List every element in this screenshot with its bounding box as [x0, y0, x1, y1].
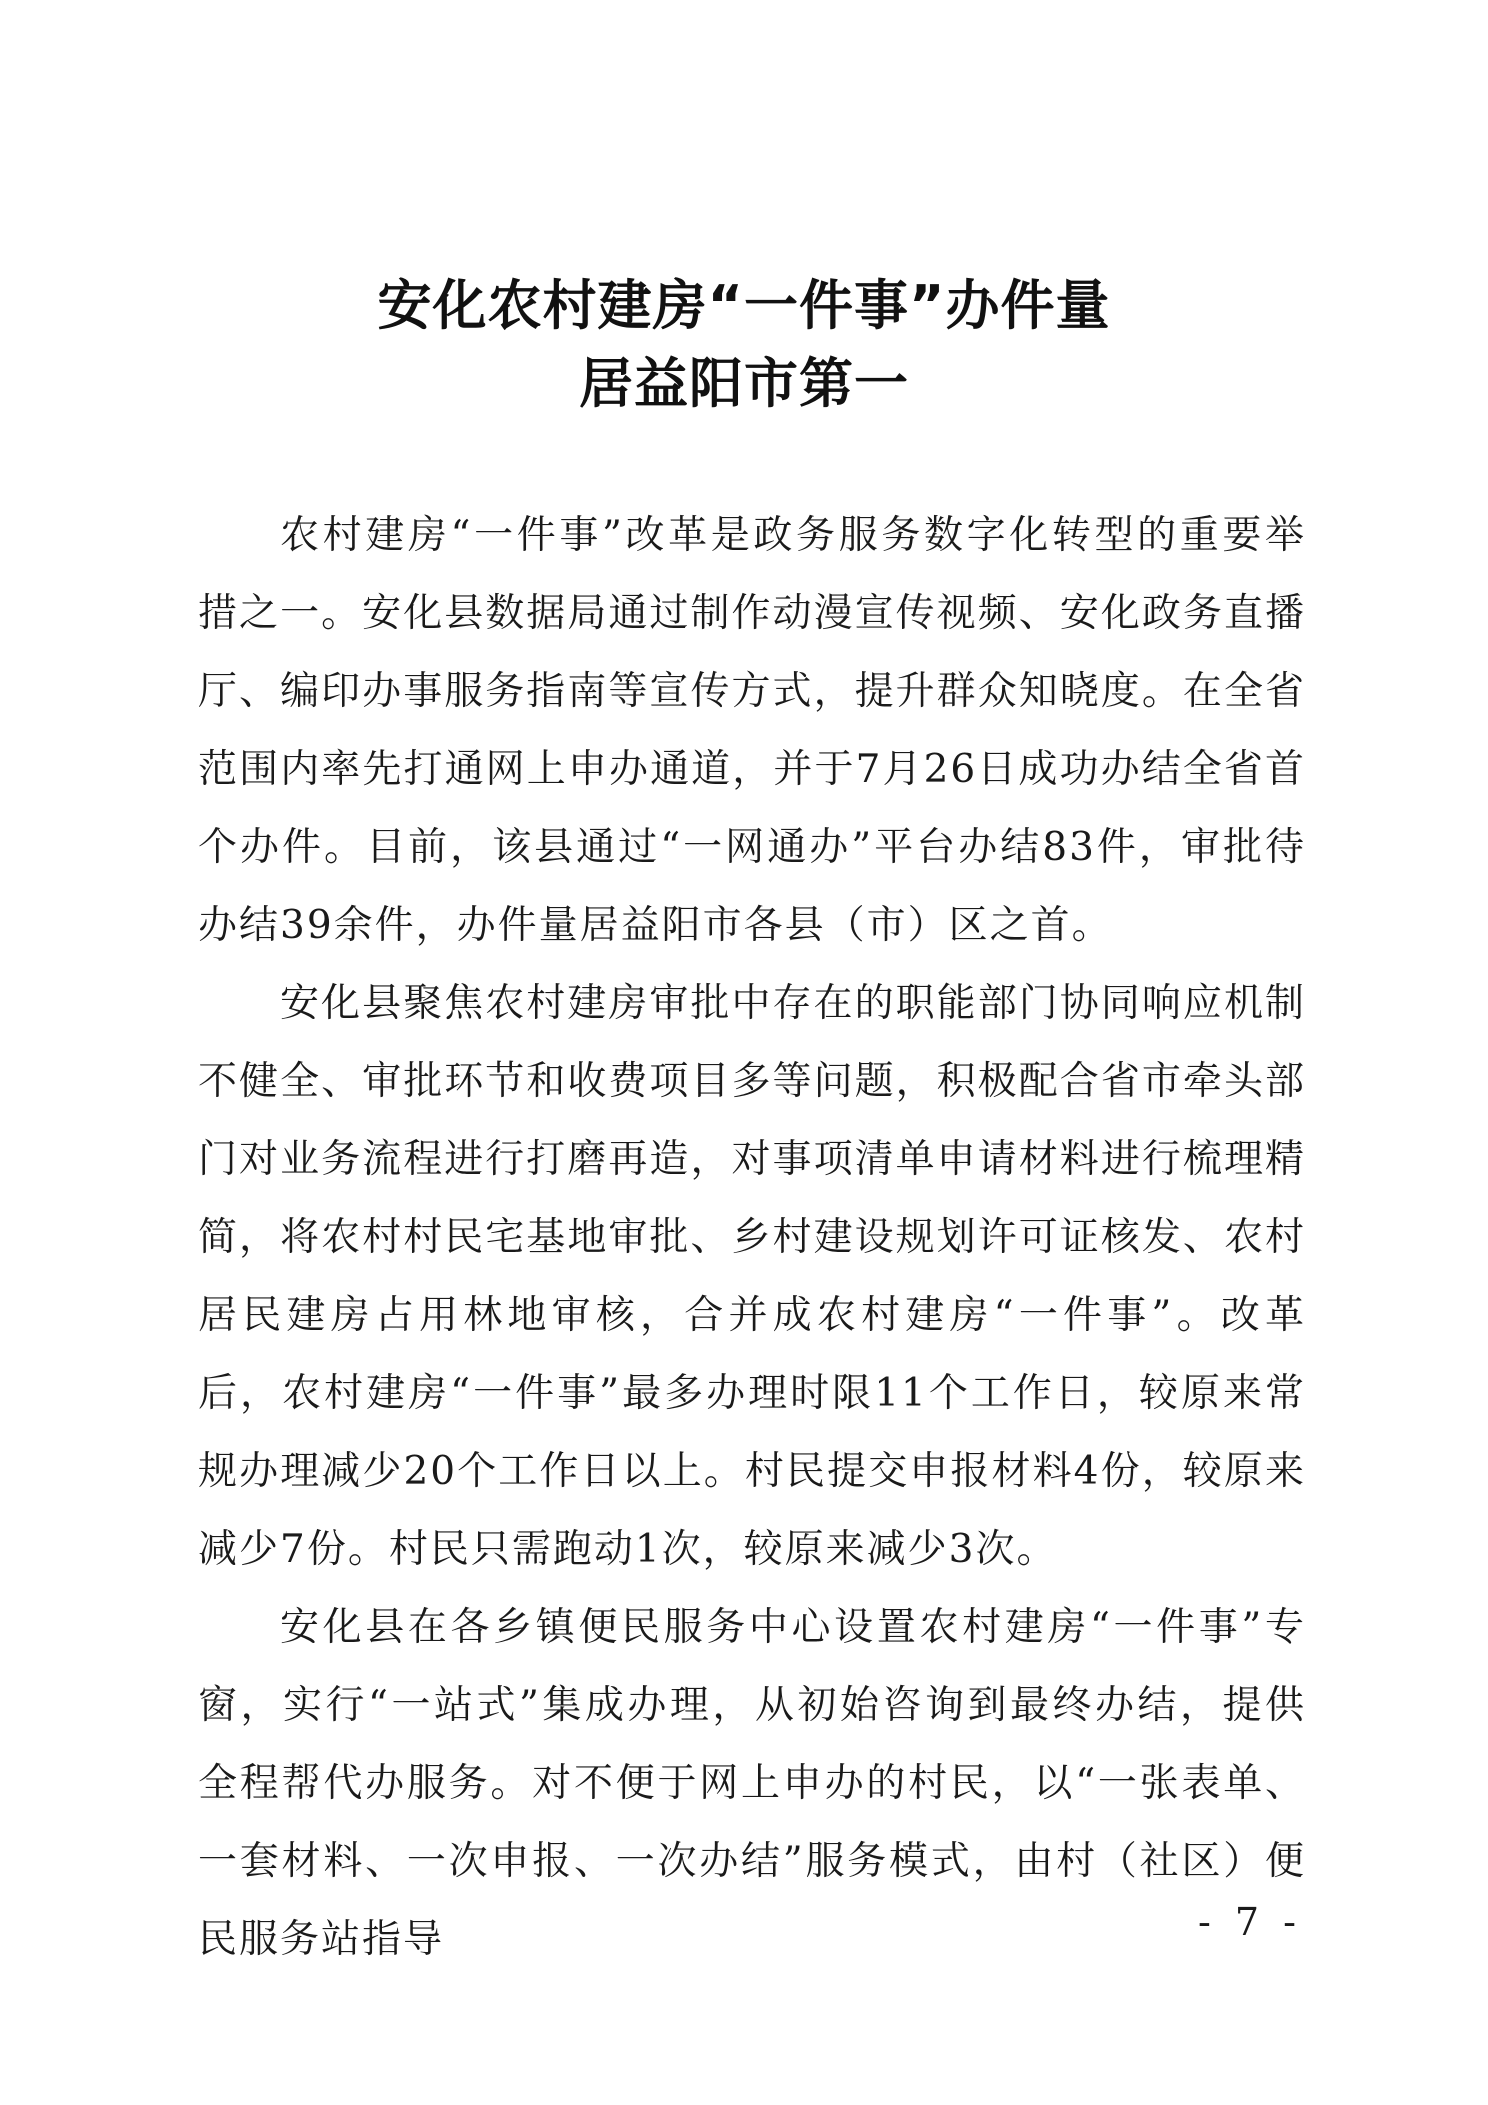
page-number: - 7 -: [1197, 1900, 1302, 1944]
paragraph-3: 安化县在各乡镇便民服务中心设置农村建房“一件事”专窗，实行“一站式”集成办理，从初始咨询到最终办结，提供全程帮代办服务。对不便于网上申办的村民，以“一张表单、一套材料、一次申报、一次办结”服务模式，由村（社区）便民服务站指导: [198, 1605, 1306, 1962]
paragraph-1: 农村建房“一件事”改革是政务服务数字化转型的重要举措之一。安化县数据局通过制作动漫宣传视频、安化政务直播厅、编印办事服务指南等宣传方式，提升群众知晓度。在全省范围内率先打通网上申办通道，并于7月26日成功办结全省首个办件。目前，该县通过“一网通办”平台办结83件，审批待办结39余件，办件量居益阳市各县（市）区之首。: [198, 513, 1306, 948]
article-body: [198, 497, 1306, 1979]
article-title-line-1: 安化农村建房“一件事”办件量: [377, 274, 1111, 337]
article-title-line-2: 居益阳市第一: [579, 352, 909, 415]
paragraph-2: 安化县聚焦农村建房审批中存在的职能部门协同响应机制不健全、审批环节和收费项目多等问题，积极配合省市牵头部门对业务流程进行打磨再造，对事项清单申请材料进行梳理精简，将农村村民宅基地审批、乡村建设规划许可证核发、农村居民建房占用林地审核，合并成农村建房“一件事”。改革后，农村建房“一件事”最多办理时限11个工作日，较原来常规办理减少20个工作日以上。村民提交申报材料4份，较原来减少7份。村民只需跑动1次，较原来减少3次。: [198, 981, 1306, 1572]
